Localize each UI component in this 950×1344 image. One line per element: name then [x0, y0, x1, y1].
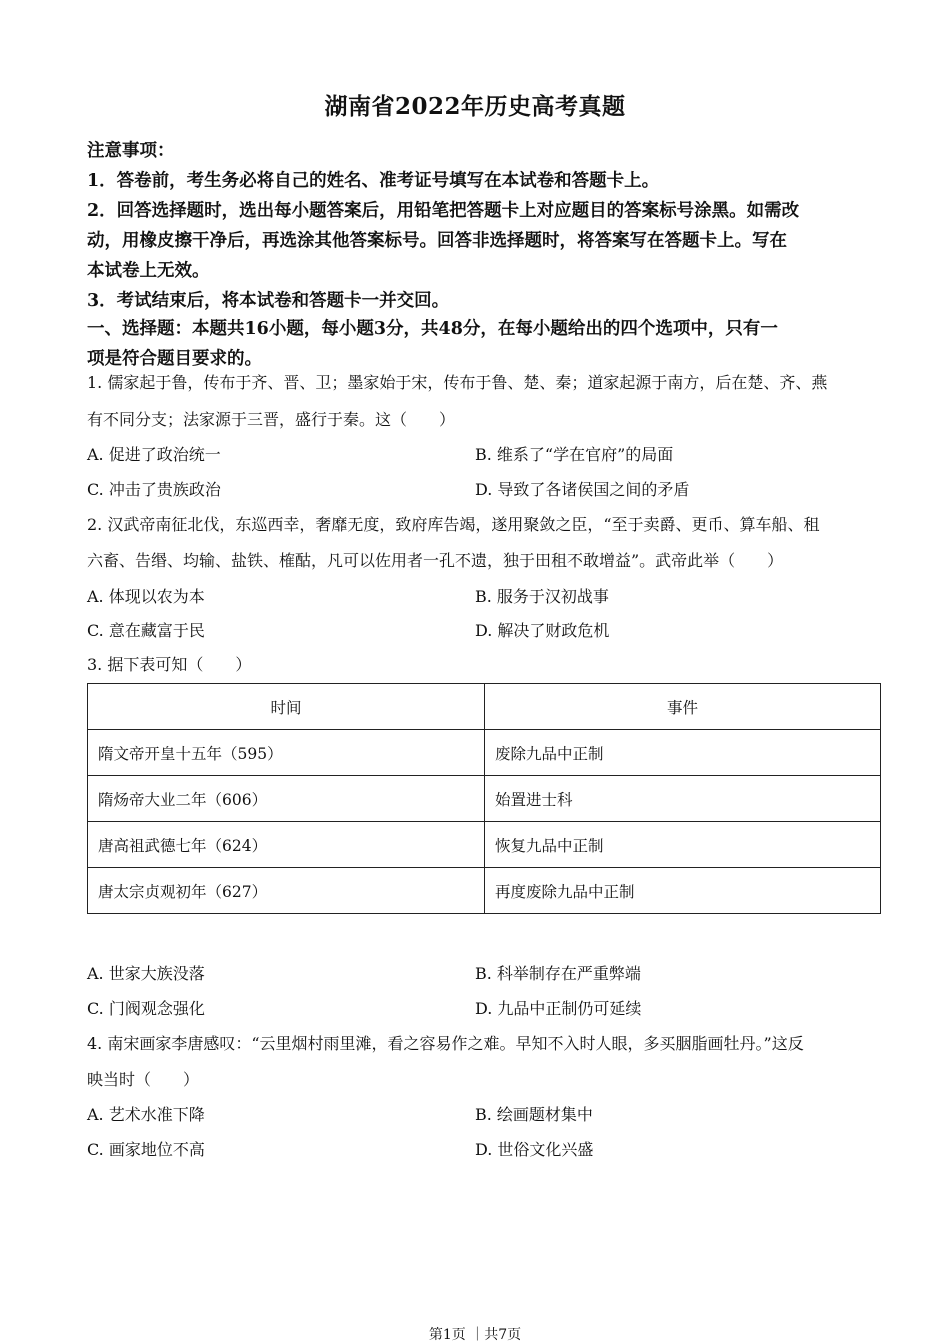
table-cell: 再度废除九品中正制	[485, 868, 881, 914]
table-cell: 废除九品中正制	[485, 730, 881, 776]
question-stem: 六畜、告缗、均输、盐铁、榷酤，凡可以佐用者一孔不遗，独于田租不敢增益”。武帝此举（ ）	[87, 551, 784, 570]
notice-line: 3．考试结束后，将本试卷和答题卡一并交回。	[87, 291, 450, 311]
table-cell: 隋文帝开皇十五年（595）	[88, 730, 485, 776]
option-c: C. 意在藏富于民	[87, 621, 205, 640]
table-row	[88, 822, 881, 868]
question-stem: 2. 汉武帝南征北伐，东巡西幸，奢靡无度，致府库告竭，遂用聚敛之臣，“至于卖爵、更币、算车船、租	[87, 515, 820, 534]
option-a: A. 艺术水准下降	[87, 1105, 205, 1124]
option-d: D. 九品中正制仍可延续	[475, 999, 642, 1018]
table-row	[88, 868, 881, 914]
table-cell: 隋炀帝大业二年（606）	[88, 776, 485, 822]
option-a: A. 世家大族没落	[87, 964, 205, 983]
question-stem: 1. 儒家起于鲁，传布于齐、晋、卫；墨家始于宋，传布于鲁、楚、秦；道家起源于南方，后在楚、齐、燕	[87, 373, 828, 392]
option-d: D. 世俗文化兴盛	[475, 1140, 594, 1159]
option-b: B. 科举制存在严重弊端	[475, 964, 641, 983]
notice-line: 动，用橡皮擦干净后，再选涂其他答案标号。回答非选择题时，将答案写在答题卡上。写在	[87, 231, 787, 251]
table-header: 事件	[485, 684, 881, 730]
option-c: C. 门阀观念强化	[87, 999, 205, 1018]
question-stem: 有不同分支；法家源于三晋，盛行于秦。这（ ）	[87, 410, 456, 429]
option-b: B. 绘画题材集中	[475, 1105, 593, 1124]
question-stem: 3. 据下表可知（ ）	[87, 655, 252, 674]
option-a: A. 促进了政治统一	[87, 445, 221, 464]
table-cell: 恢复九品中正制	[485, 822, 881, 868]
option-d: D. 导致了各诸侯国之间的矛盾	[475, 480, 690, 499]
option-c: C. 画家地位不高	[87, 1140, 205, 1159]
page-footer: 第1页 ｜共7页	[428, 1327, 522, 1343]
table-cell: 唐高祖武德七年（624）	[88, 822, 485, 868]
section-heading: 一、选择题：本题共16小题，每小题3分，共48分，在每小题给出的四个选项中，只有一	[87, 319, 778, 339]
option-b: B. 服务于汉初战事	[475, 587, 609, 606]
option-c: C. 冲击了贵族政治	[87, 480, 221, 499]
notice-line: 2．回答选择题时，选出每小题答案后，用铅笔把答题卡上对应题目的答案标号涂黑。如需改	[87, 201, 800, 221]
notice-heading: 注意事项：	[87, 141, 175, 161]
option-d: D. 解决了财政危机	[475, 621, 610, 640]
page-title: 湖南省2022年历史高考真题	[324, 93, 626, 120]
option-b: B. 维系了“学在官府”的局面	[475, 445, 674, 464]
history-table	[87, 683, 881, 914]
section-heading: 项是符合题目要求的。	[87, 349, 262, 369]
notice-line: 本试卷上无效。	[87, 261, 210, 281]
table-row	[88, 776, 881, 822]
table-cell: 唐太宗贞观初年（627）	[88, 868, 485, 914]
question-stem: 4. 南宋画家李唐感叹：“云里烟村雨里滩，看之容易作之难。早知不入时人眼，多买胭脂画牡丹。”这反	[87, 1034, 804, 1053]
notice-line: 1．答卷前，考生务必将自己的姓名、准考证号填写在本试卷和答题卡上。	[87, 171, 660, 191]
table-cell: 始置进士科	[485, 776, 881, 822]
option-a: A. 体现以农为本	[87, 587, 205, 606]
table-header-row	[88, 684, 881, 730]
table-row	[88, 730, 881, 776]
table-header: 时间	[88, 684, 485, 730]
question-stem: 映当时（ ）	[87, 1070, 200, 1089]
